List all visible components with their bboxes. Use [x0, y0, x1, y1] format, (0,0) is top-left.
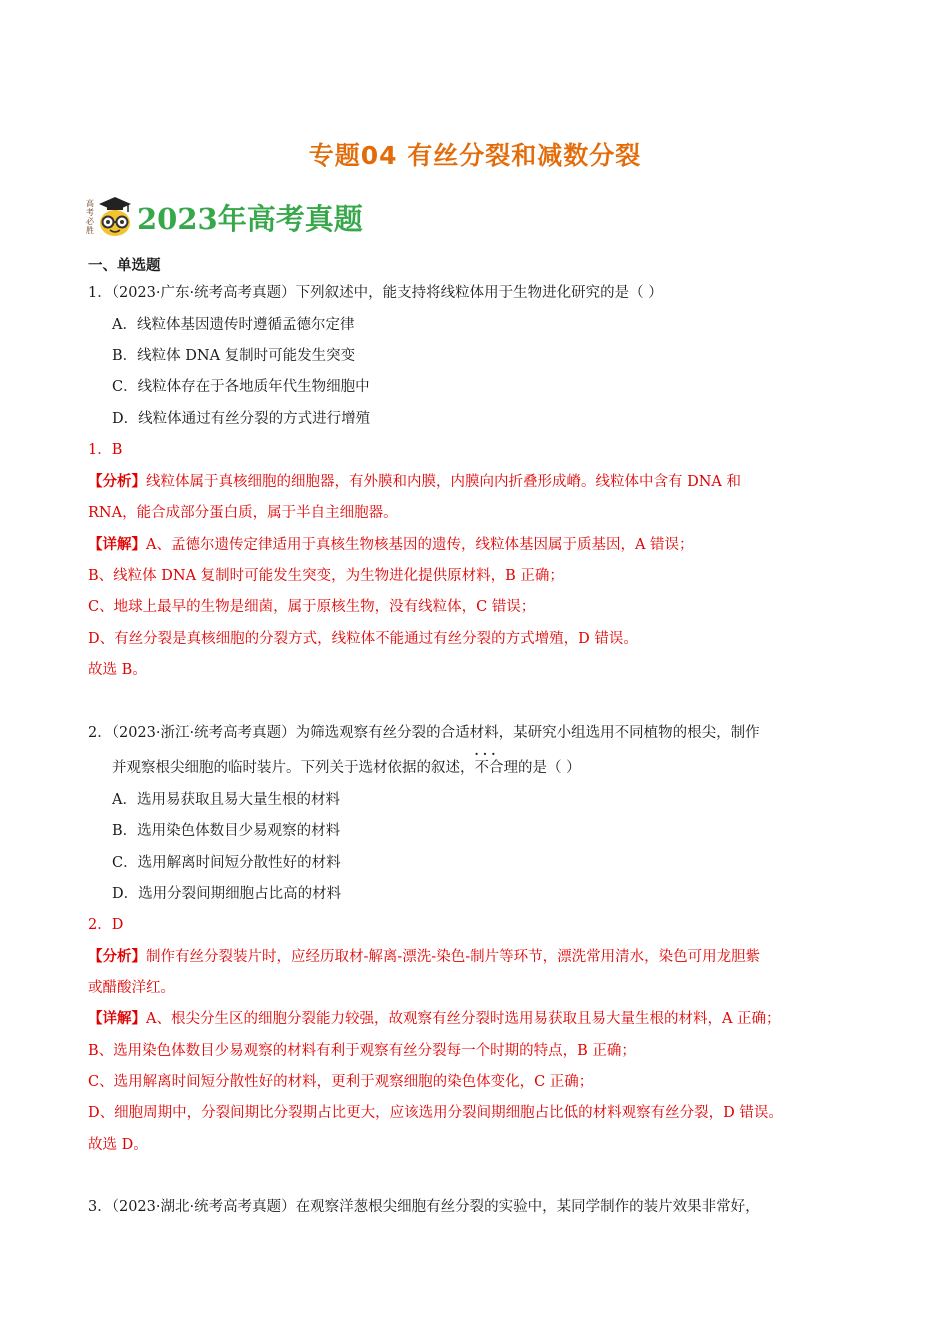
analysis-tag: 【分析】	[88, 473, 146, 490]
question-2-analysis-cont: 或醋酸洋红。	[88, 980, 175, 996]
stem-text-end: 的是（ ）	[518, 760, 581, 776]
question-1-option-d: D．线粒体通过有丝分裂的方式进行增殖	[112, 411, 371, 427]
question-1-conclusion: 故选 B。	[88, 662, 147, 678]
question-1-stem: 1．（2023·广东·统考高考真题）下列叙述中，能支持将线粒体用于生物进化研究的是（ ）	[88, 285, 663, 301]
banner-heading: 2023年高考真题	[137, 201, 363, 236]
question-1-analysis-cont: RNA，能合成部分蛋白质，属于半自主细胞器。	[88, 505, 398, 521]
question-2-answer: 2．D	[88, 917, 124, 933]
question-1-option-c: C．线粒体存在于各地质年代生物细胞中	[112, 379, 370, 395]
section-banner	[86, 192, 363, 242]
detail-tag: 【详解】	[88, 536, 146, 553]
analysis-text: 制作有丝分裂装片时，应经历取材-解离-漂洗-染色-制片等环节，漂洗常用清水，染色可用龙胆紫	[146, 949, 761, 965]
question-1-option-a: A．线粒体基因遗传时遵循孟德尔定律	[112, 317, 355, 333]
stem-text: 并观察根尖细胞的临时装片。下列关于选材依据的叙述，	[112, 760, 475, 776]
banner-side-text: 高考必胜	[86, 199, 94, 235]
question-2-option-d: D．选用分裂间期细胞占比高的材料	[112, 886, 342, 902]
question-2-detail-c: C、选用解离时间短分散性好的材料，更利于观察细胞的染色体变化，C 正确；	[88, 1074, 594, 1090]
question-1-detail	[88, 535, 694, 555]
detail-text: A、孟德尔遗传定律适用于真核生物核基因的遗传，线粒体基因属于质基因，A 错误；	[146, 537, 694, 553]
question-1-detail-b: B、线粒体 DNA 复制时可能发生突变，为生物进化提供原材料，B 正确；	[88, 568, 564, 584]
question-1-detail-d: D、有丝分裂是真核细胞的分裂方式，线粒体不能通过有丝分裂的方式增殖，D 错误。	[88, 631, 638, 647]
question-2-detail-b: B、选用染色体数目少易观察的材料有利于观察有丝分裂每一个时期的特点，B 正确；	[88, 1043, 636, 1059]
question-2-analysis	[88, 947, 760, 967]
analysis-tag: 【分析】	[88, 948, 146, 965]
question-2-conclusion: 故选 D。	[88, 1137, 148, 1153]
question-1-option-b: B．线粒体 DNA 复制时可能发生突变	[112, 348, 356, 364]
question-2-option-c: C．选用解离时间短分散性好的材料	[112, 855, 341, 871]
question-1-answer: 1．B	[88, 442, 123, 458]
question-1-detail-c: C、地球上最早的生物是细菌，属于原核生物，没有线粒体，C 错误；	[88, 599, 536, 615]
question-2-stem-cont	[112, 758, 581, 778]
question-2-option-a: A．选用易获取且易大量生根的材料	[112, 792, 340, 808]
detail-tag: 【详解】	[88, 1010, 146, 1027]
question-2-detail	[88, 1009, 781, 1029]
page-title: 专题04 有丝分裂和减数分裂	[308, 141, 642, 170]
question-2-stem: 2．（2023·浙江·统考高考真题）为筛选观察有丝分裂的合适材料，某研究小组选用不同植物的根尖，制作	[88, 725, 760, 741]
question-2-option-b: B．选用染色体数目少易观察的材料	[112, 823, 341, 839]
emphasis-text: · · · 不合理	[475, 758, 519, 778]
section-heading: 一、单选题	[88, 258, 161, 274]
analysis-text: 线粒体属于真核细胞的细胞器，有外膜和内膜，内膜向内折叠形成嵴。线粒体中含有 DNA 和	[146, 474, 741, 490]
question-3-stem: 3．（2023·湖北·统考高考真题）在观察洋葱根尖细胞有丝分裂的实验中，某同学制作的装片效果非常好，	[88, 1199, 760, 1215]
question-1-analysis	[88, 472, 741, 492]
owl-graduate-icon	[97, 195, 133, 239]
detail-text: A、根尖分生区的细胞分裂能力较强，故观察有丝分裂时选用易获取且易大量生根的材料，A 正确；	[146, 1011, 781, 1027]
question-2-detail-d: D、细胞周期中，分裂间期比分裂期占比更大，应该选用分裂间期细胞占比低的材料观察有丝分裂，D 错误。	[88, 1105, 783, 1121]
